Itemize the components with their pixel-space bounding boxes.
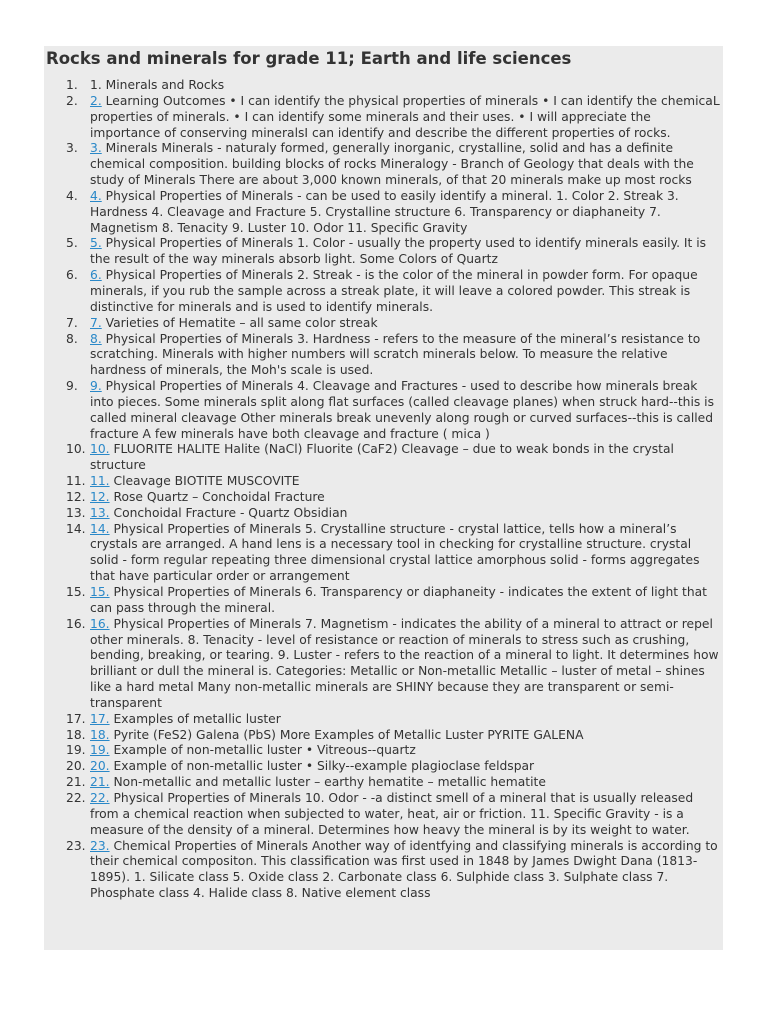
list-item — [66, 743, 723, 759]
item-text: Pyrite (FeS2) Galena (PbS) More Examples of Metallic Luster PYRITE GALENA — [113, 727, 584, 742]
item-text: Physical Properties of Minerals 7. Magnetism - indicates the ability of a mineral to attract or repel other minerals. 8. Tenacity - level of resistance or reaction of minerals to stress such as crushing, bending, breaking, or tearing. 9. Luster - refers to the reaction of a mineral to light. It determines how brilliant or dull the mineral is. Categories: Metallic or Non-metallic Metallic – luster of metal – shines like a hard metal Many non-metallic minerals are SHINY because they are transparent or semi-transparent — [90, 616, 719, 710]
item-number: 1. — [66, 78, 78, 92]
item-number: 11. — [66, 474, 86, 489]
slide-link[interactable]: 19. — [90, 743, 110, 758]
item-number: 5. — [66, 236, 78, 251]
item-number: 23. — [66, 838, 86, 853]
slide-link[interactable]: 13. — [90, 505, 110, 520]
list-item — [66, 489, 723, 506]
list-item — [66, 315, 723, 332]
slide-link[interactable]: 8. — [90, 331, 102, 346]
slide-link[interactable]: 22. — [90, 790, 110, 805]
slide-link[interactable]: 20. — [90, 759, 110, 774]
item-number: 20. — [66, 759, 86, 774]
slide-link[interactable]: 21. — [90, 775, 110, 790]
document-title: Rocks and minerals for grade 11; Earth and life sciences — [46, 49, 572, 68]
item-number: 12. — [66, 489, 86, 504]
slide-link[interactable]: 18. — [90, 727, 110, 742]
item-text: Example of non-metallic luster • Silky--example plagioclase feldspar — [113, 759, 535, 774]
slide-link[interactable]: 11. — [90, 474, 110, 489]
item-text: Physical Properties of Minerals 3. Hardness - refers to the measure of the mineral’s resistance to scratching. Minerals with higher numbers will scratch minerals below. To measure the relative hardness of minerals, the Moh's scale is used. — [90, 331, 701, 378]
item-number: 7. — [66, 315, 78, 330]
list-item — [66, 379, 723, 442]
list-item — [66, 838, 723, 902]
item-number: 16. — [66, 616, 86, 631]
slide-link[interactable]: 12. — [90, 489, 110, 504]
slide-link[interactable]: 9. — [90, 379, 102, 394]
list-item — [66, 188, 723, 237]
list-item — [66, 616, 723, 712]
slide-link[interactable]: 16. — [90, 616, 110, 631]
item-number: 19. — [66, 743, 86, 758]
slide-link[interactable]: 23. — [90, 838, 110, 853]
list-item — [66, 236, 723, 268]
list-item — [66, 78, 723, 94]
slide-link[interactable]: 10. — [90, 442, 110, 457]
item-number: 4. — [66, 188, 78, 203]
list-item — [66, 727, 723, 744]
item-text: Rose Quartz – Conchoidal Fracture — [113, 489, 325, 504]
item-text: Cleavage BIOTITE MUSCOVITE — [113, 474, 300, 489]
item-number: 22. — [66, 790, 86, 805]
list-item — [66, 93, 723, 142]
item-number: 3. — [66, 141, 78, 156]
list-item — [66, 474, 723, 490]
item-text: Varieties of Hematite – all same color streak — [105, 315, 378, 330]
slide-link[interactable]: 4. — [90, 188, 102, 203]
item-text: Physical Properties of Minerals 5. Crystalline structure - crystal lattice, tells how a mineral’s crystals are arranged. A hand lens is a necessary tool in checking for crystalline structure. crystal solid - form regular repeating three dimensional crystal lattice amorphous solid - forms aggregates that have particular order or arrangement — [90, 521, 700, 584]
list-item — [66, 521, 723, 585]
item-text: Physical Properties of Minerals 4. Cleavage and Fractures - used to describe how minerals break into pieces. Some minerals split along flat surfaces (called cleavage planes) when struck hard--this is called mineral cleavage Other minerals break unevenly along rough or curved surfaces--this is called fracture A few minerals have both cleavage and fracture ( mica ) — [90, 379, 715, 441]
item-number: 14. — [66, 521, 86, 536]
list-item — [66, 775, 723, 791]
slide-link[interactable]: 14. — [90, 521, 110, 536]
slide-link[interactable]: 5. — [90, 236, 102, 251]
item-text: FLUORITE HALITE Halite (NaCl) Fluorite (CaF2) Cleavage – due to weak bonds in the crystal structure — [90, 442, 674, 473]
list-item — [66, 505, 723, 522]
list-item — [66, 268, 723, 316]
item-text: Physical Properties of Minerals 2. Streak - is the color of the mineral in powder form. For opaque minerals, if you rub the sample across a streak plate, it will leave a colored powder. This streak is distinctive for minerals and is used to identify minerals. — [90, 268, 698, 314]
item-number: 15. — [66, 585, 86, 599]
item-text: 1. Minerals and Rocks — [90, 78, 225, 92]
slide-list — [44, 78, 723, 902]
slide-link[interactable]: 15. — [90, 585, 110, 599]
item-text: Physical Properties of Minerals 1. Color - usually the property used to identify minerals easily. It is the result of the way minerals absorb light. Some Colors of Quartz — [90, 236, 707, 267]
item-number: 9. — [66, 379, 78, 394]
item-number: 8. — [66, 331, 78, 346]
item-number: 2. — [66, 93, 78, 108]
item-number: 18. — [66, 727, 86, 742]
slide-link[interactable]: 2. — [90, 93, 102, 108]
item-number: 6. — [66, 268, 78, 283]
list-item — [66, 331, 723, 380]
list-item — [66, 585, 723, 617]
item-text: Physical Properties of Minerals 6. Transparency or diaphaneity - indicates the extent of light that can pass through the mineral. — [90, 585, 707, 615]
item-text: Physical Properties of Minerals - can be used to easily identify a mineral. 1. Color 2. Streak 3. Hardness 4. Cleavage and Fracture 5. Crystalline structure 6. Transparency or diaphaneity 7. Magnetism 8. Tenacity 9. Luster 10. Odor 11. Specific Gravity — [90, 188, 679, 235]
slide-link[interactable]: 6. — [90, 268, 102, 283]
item-number: 10. — [66, 442, 86, 457]
item-number: 13. — [66, 505, 86, 520]
item-text: Minerals Minerals - naturaly formed, generally inorganic, crystalline, solid and has a definite chemical composition. building blocks of rocks Mineralogy - Branch of Geology that deals with the study of Minerals There are about 3,000 known minerals, of that 20 minerals make up most rocks — [90, 141, 694, 188]
slide-link[interactable]: 7. — [90, 315, 102, 330]
item-number: 21. — [66, 775, 86, 790]
item-number: 17. — [66, 711, 86, 726]
list-item — [66, 759, 723, 775]
list-item — [66, 442, 723, 474]
item-text: Learning Outcomes • I can identify the physical properties of minerals • I can identify the chemicaL properties of minerals. • I can identify some minerals and their uses. • I will appreciate the importance of conserving mineralsI can identify and describe the different properties of rocks. — [90, 93, 720, 140]
item-text: Non-metallic and metallic luster – earthy hematite – metallic hematite — [113, 775, 546, 790]
item-text: Physical Properties of Minerals 10. Odor - -a distinct smell of a mineral that is usually released from a chemical reaction when subjected to water, heat, air or friction. 11. Specific Gravity - is a measure of the density of a mineral. Determines how heavy the mineral is by its weight to water. — [90, 790, 694, 837]
item-text: Conchoidal Fracture - Quartz Obsidian — [113, 505, 348, 520]
item-text: Example of non-metallic luster • Vitreous--quartz — [113, 743, 416, 758]
list-item — [66, 711, 723, 728]
document-panel — [44, 46, 723, 950]
slide-link[interactable]: 3. — [90, 141, 102, 156]
list-item — [66, 790, 723, 839]
slide-link[interactable]: 17. — [90, 711, 110, 726]
item-text: Chemical Properties of Minerals Another way of identfying and classifying minerals is according to their chemical compositon. This classification was first used in 1848 by James Dwight Dana (1813- 1895). 1. Silicate class 5. Oxide class 2. Carbonate class 6. Sulphide class 3. Sulphate class 7. Phosphate class 4. Halide class 8. Native element class — [90, 838, 718, 901]
item-text: Examples of metallic luster — [113, 711, 281, 726]
list-item — [66, 141, 723, 189]
